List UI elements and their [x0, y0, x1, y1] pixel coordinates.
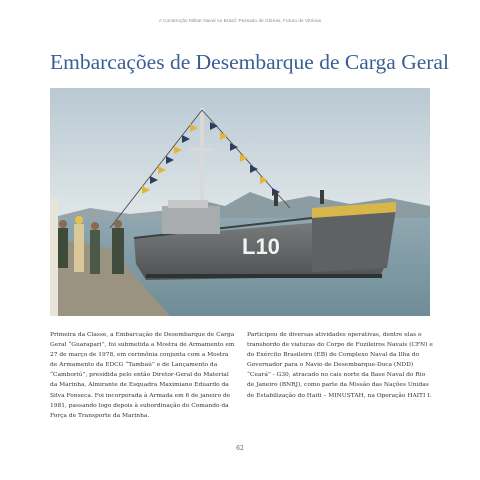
- hull-number-label: L10: [242, 234, 280, 259]
- paragraph-left: Primeira da Classe, a Embarcação de Desembarque de Carga Geral “Guarapari”, foi submetida a Mostra de Armamento em 27 de março de 1978, em cerimônia conjunta com a Mostra de Armamento da EDCG “Tambaú” e de Lançamento da “Camboriú”, presidida pelo então Diretor-Geral do Material da Marinha, Almirante de Esquadra Maximiano Eduardo da Silva Fonseca. Foi incorporada à Armada em 6 de janeiro de 1981, passando logo depois à subordinação do Comando da Força de Transporte da Marinha.: [50, 332, 235, 419]
- body-column-left: [50, 330, 237, 421]
- running-header: A Construção Militar Naval no Brasil: Passado de Glórias, Futuro de Vitórias: [158, 18, 322, 23]
- paragraph-right: Participou de diversas atividades operativas, dentre elas o transbordo de viaturas do Corpo de Fuzileiros Navais (CFN) e do Exército Brasileiro (EB) do Complexo Naval da Ilha do Governador para o Navio de Desembarque-Doca (NDD) “Ceará” - G30, atracado no cais norte da Base Naval do Rio de Janeiro (BNRJ), como parte da Missão das Nações Unidas de Estabilização do Haiti – MINUSTAH, na Operação HAITI I.: [247, 332, 433, 399]
- page-title: Embarcações de Desembarque de Carga Geral: [50, 50, 449, 74]
- landing-craft-photo: [50, 88, 430, 316]
- body-column-right: [247, 330, 433, 401]
- page-number: 62: [236, 445, 244, 452]
